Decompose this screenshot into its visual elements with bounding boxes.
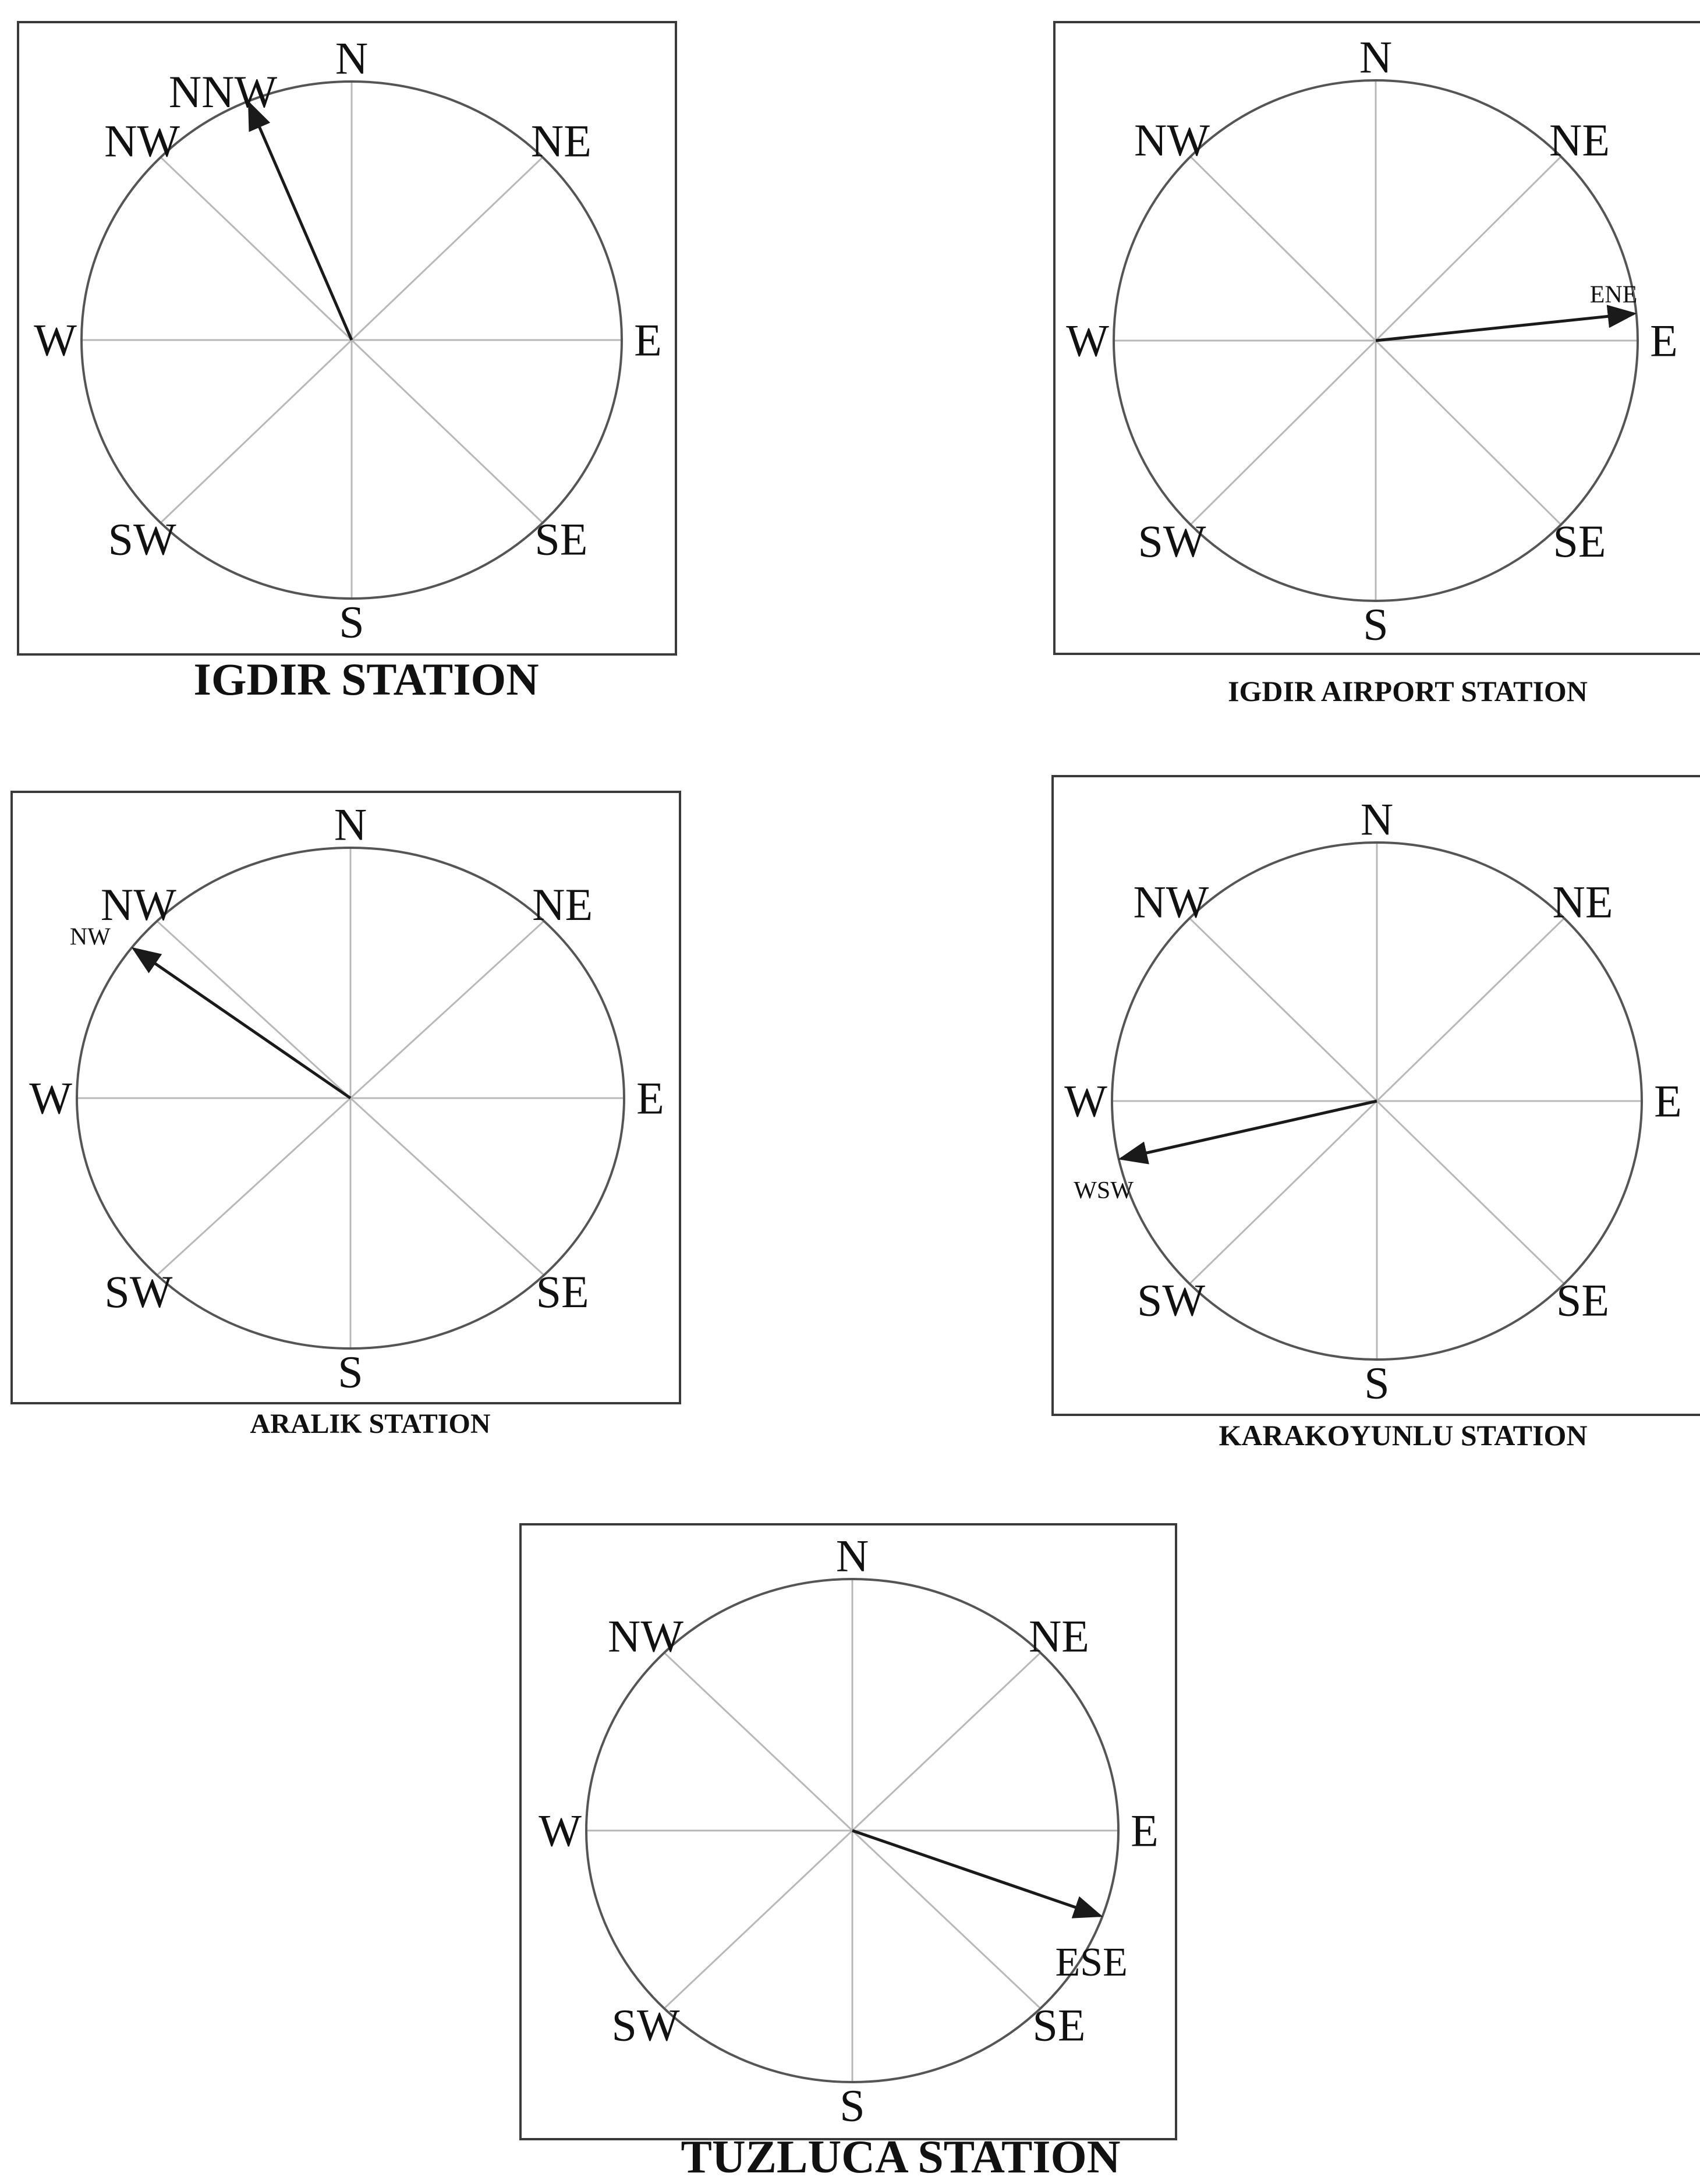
- spoke-nw: [1189, 918, 1377, 1101]
- prevailing-direction-label: NNW: [168, 66, 278, 117]
- spoke-ne: [852, 1653, 1040, 1831]
- direction-label-s: S: [840, 2080, 865, 2131]
- spoke-se: [350, 1098, 544, 1275]
- direction-label-ne: NE: [1028, 1610, 1089, 1662]
- spoke-nw: [664, 1653, 852, 1831]
- direction-label-sw: SW: [1138, 515, 1206, 567]
- direction-label-w: W: [539, 1805, 582, 1856]
- direction-label-e: E: [1650, 315, 1678, 366]
- direction-label-se: SE: [1556, 1275, 1610, 1326]
- direction-label-e: E: [634, 314, 662, 366]
- direction-label-w: W: [29, 1072, 72, 1124]
- spoke-nw: [1191, 157, 1376, 341]
- compass-panel-tuzluca: [520, 1524, 1176, 2139]
- direction-label-nw: NW: [1133, 876, 1209, 928]
- direction-label-e: E: [1654, 1075, 1682, 1127]
- prevailing-direction-label: NW: [69, 923, 111, 951]
- spoke-nw: [157, 921, 350, 1098]
- direction-label-s: S: [1363, 599, 1389, 650]
- direction-label-sw: SW: [611, 1999, 680, 2051]
- spoke-sw: [664, 1831, 852, 2008]
- direction-label-se: SE: [536, 1266, 589, 1317]
- spoke-sw: [157, 1098, 350, 1275]
- spoke-se: [1377, 1101, 1564, 1284]
- direction-label-s: S: [1364, 1357, 1390, 1408]
- compass-panel-karakoyunlu: [1053, 776, 1700, 1415]
- direction-label-nw: NW: [104, 115, 180, 167]
- prevailing-wind-arrow: [249, 103, 352, 340]
- direction-label-ne: NE: [530, 115, 592, 167]
- direction-label-ne: NE: [532, 879, 593, 930]
- prevailing-wind-arrow: [134, 949, 350, 1098]
- prevailing-direction-label: WSW: [1074, 1177, 1134, 1204]
- direction-label-sw: SW: [108, 514, 176, 565]
- panel-title-igdir: IGDIR STATION: [193, 654, 539, 705]
- direction-label-s: S: [338, 1346, 363, 1397]
- spoke-ne: [1376, 157, 1561, 341]
- panel-title-tuzluca: TUZLUCA STATION: [681, 2132, 1121, 2183]
- spoke-sw: [1189, 1101, 1377, 1284]
- direction-label-se: SE: [1032, 1999, 1086, 2051]
- direction-label-n: N: [1360, 794, 1394, 845]
- compass-panel-igdir: [18, 22, 676, 654]
- panel-title-karakoyunlu: KARAKOYUNLU STATION: [1219, 1419, 1588, 1452]
- direction-label-nw: NW: [1134, 115, 1210, 166]
- prevailing-wind-arrow: [1121, 1101, 1377, 1159]
- direction-label-nw: NW: [100, 879, 176, 930]
- direction-label-w: W: [1066, 315, 1109, 366]
- direction-label-n: N: [334, 799, 367, 850]
- prevailing-direction-label: ENE: [1589, 281, 1638, 309]
- direction-label-n: N: [335, 33, 369, 84]
- direction-label-ne: NE: [1549, 115, 1610, 166]
- spoke-nw: [161, 157, 352, 340]
- direction-label-e: E: [636, 1072, 664, 1124]
- spoke-ne: [352, 157, 543, 340]
- direction-label-s: S: [339, 596, 364, 647]
- direction-label-se: SE: [1553, 515, 1606, 567]
- compass-panel-igdir-airport: [1054, 22, 1700, 654]
- prevailing-direction-label: ESE: [1055, 1939, 1128, 1985]
- spoke-se: [1376, 341, 1561, 525]
- direction-label-ne: NE: [1552, 876, 1613, 928]
- direction-label-n: N: [835, 1530, 869, 1581]
- direction-label-e: E: [1131, 1805, 1159, 1856]
- spoke-se: [852, 1831, 1040, 2008]
- direction-label-nw: NW: [608, 1610, 684, 1662]
- spoke-sw: [1191, 341, 1376, 525]
- direction-label-se: SE: [534, 514, 588, 565]
- direction-label-w: W: [34, 314, 77, 366]
- spoke-sw: [161, 340, 352, 523]
- direction-label-w: W: [1064, 1075, 1107, 1127]
- panel-title-aralik: ARALIK STATION: [250, 1408, 491, 1439]
- direction-label-n: N: [1359, 31, 1393, 83]
- panel-title-igdir-airport: IGDIR AIRPORT STATION: [1228, 675, 1588, 707]
- prevailing-wind-arrow: [852, 1831, 1100, 1916]
- direction-label-sw: SW: [104, 1266, 173, 1317]
- prevailing-wind-arrow: [1376, 314, 1634, 341]
- spoke-ne: [350, 921, 544, 1098]
- spoke-ne: [1377, 918, 1564, 1101]
- compass-panel-aralik: [12, 792, 680, 1403]
- direction-label-sw: SW: [1136, 1275, 1205, 1326]
- spoke-se: [352, 340, 543, 523]
